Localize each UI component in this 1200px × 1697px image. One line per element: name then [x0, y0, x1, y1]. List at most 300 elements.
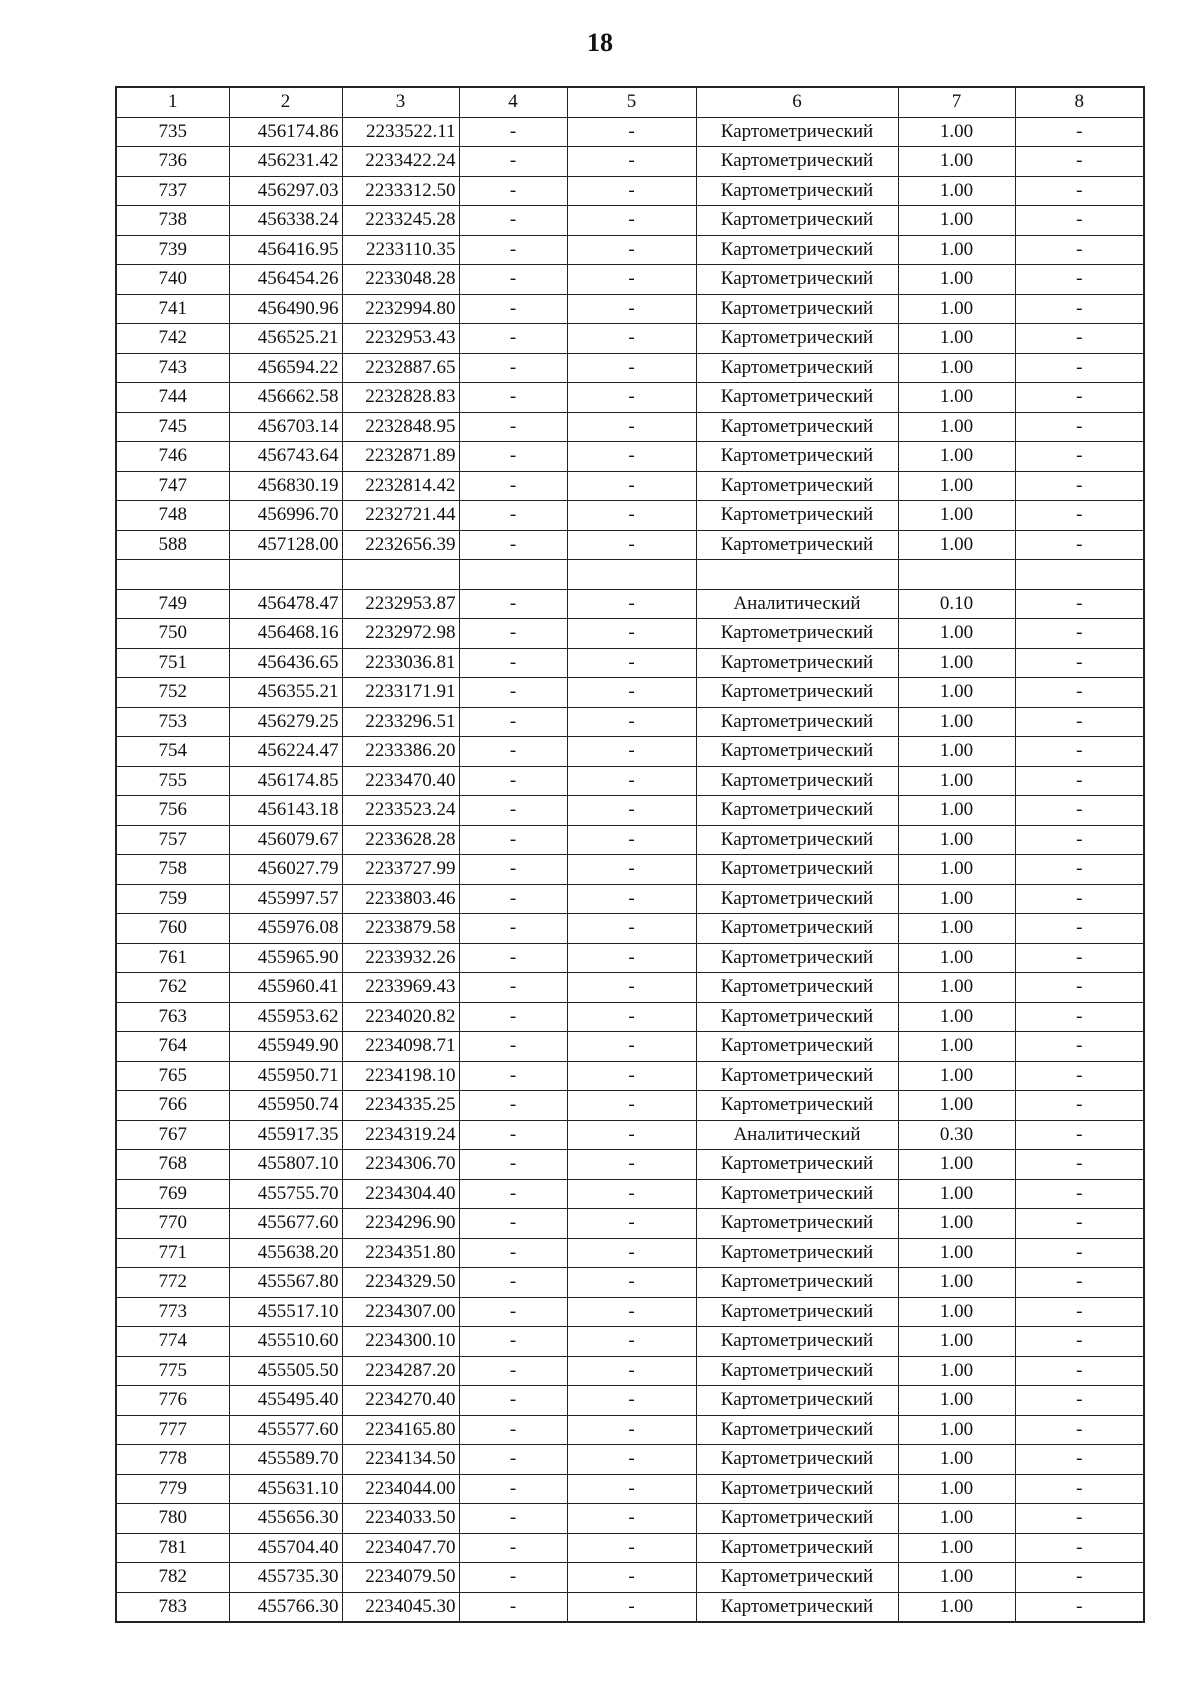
y-coordinate-cell: 2234033.50: [342, 1504, 459, 1534]
accuracy-cell: 1.00: [898, 973, 1015, 1003]
point-number-cell: 759: [116, 884, 229, 914]
table-row: [116, 884, 1144, 914]
column-5-cell: -: [567, 1592, 696, 1622]
point-number-cell: 770: [116, 1209, 229, 1239]
x-coordinate-cell: 455949.90: [229, 1032, 342, 1062]
accuracy-cell: 1.00: [898, 412, 1015, 442]
column-4-cell: -: [459, 176, 567, 206]
column-4-cell: -: [459, 1061, 567, 1091]
column-5-cell: -: [567, 1445, 696, 1475]
method-cell: Картометрический: [696, 1533, 898, 1563]
column-8-cell: -: [1015, 1563, 1144, 1593]
column-5-cell: -: [567, 1297, 696, 1327]
column-5-cell: -: [567, 176, 696, 206]
column-8-cell: -: [1015, 412, 1144, 442]
column-5-cell: -: [567, 855, 696, 885]
method-cell: Аналитический: [696, 1120, 898, 1150]
y-coordinate-cell: 2233422.24: [342, 147, 459, 177]
column-4-cell: -: [459, 1297, 567, 1327]
column-5-cell: -: [567, 589, 696, 619]
table-body: [116, 117, 1144, 1622]
x-coordinate-cell: 456297.03: [229, 176, 342, 206]
column-5-cell: -: [567, 1150, 696, 1180]
method-cell: Картометрический: [696, 1563, 898, 1593]
accuracy-cell: 1.00: [898, 1445, 1015, 1475]
column-header: 2: [229, 87, 342, 117]
column-8-cell: -: [1015, 265, 1144, 295]
column-8-cell: -: [1015, 442, 1144, 472]
column-4-cell: -: [459, 530, 567, 560]
column-header: 1: [116, 87, 229, 117]
x-coordinate-cell: 456174.86: [229, 117, 342, 147]
table-row: [116, 1504, 1144, 1534]
column-8-cell: -: [1015, 1091, 1144, 1121]
accuracy-cell: 1.00: [898, 943, 1015, 973]
accuracy-cell: 1.00: [898, 1002, 1015, 1032]
y-coordinate-cell: 2234306.70: [342, 1150, 459, 1180]
x-coordinate-cell: 455677.60: [229, 1209, 342, 1239]
column-8-cell: -: [1015, 884, 1144, 914]
column-8-cell: [1015, 560, 1144, 590]
x-coordinate-cell: 456490.96: [229, 294, 342, 324]
accuracy-cell: 1.00: [898, 1563, 1015, 1593]
column-8-cell: -: [1015, 648, 1144, 678]
accuracy-cell: 1.00: [898, 678, 1015, 708]
table-row: [116, 383, 1144, 413]
table-row: [116, 1032, 1144, 1062]
table-row: [116, 265, 1144, 295]
table-row: [116, 707, 1144, 737]
column-8-cell: -: [1015, 383, 1144, 413]
x-coordinate-cell: 456027.79: [229, 855, 342, 885]
x-coordinate-cell: 455505.50: [229, 1356, 342, 1386]
method-cell: Картометрический: [696, 530, 898, 560]
accuracy-cell: 1.00: [898, 1533, 1015, 1563]
y-coordinate-cell: 2233969.43: [342, 973, 459, 1003]
accuracy-cell: [898, 560, 1015, 590]
method-cell: Картометрический: [696, 648, 898, 678]
y-coordinate-cell: 2234351.80: [342, 1238, 459, 1268]
point-number-cell: 778: [116, 1445, 229, 1475]
y-coordinate-cell: 2232871.89: [342, 442, 459, 472]
point-number-cell: 758: [116, 855, 229, 885]
y-coordinate-cell: 2232887.65: [342, 353, 459, 383]
method-cell: Картометрический: [696, 796, 898, 826]
column-4-cell: -: [459, 914, 567, 944]
table-row: [116, 117, 1144, 147]
column-8-cell: -: [1015, 943, 1144, 973]
column-8-cell: -: [1015, 678, 1144, 708]
column-4-cell: -: [459, 265, 567, 295]
point-number-cell: 745: [116, 412, 229, 442]
accuracy-cell: 1.00: [898, 1297, 1015, 1327]
accuracy-cell: 1.00: [898, 383, 1015, 413]
y-coordinate-cell: 2234307.00: [342, 1297, 459, 1327]
table-row: [116, 1445, 1144, 1475]
point-number-cell: 737: [116, 176, 229, 206]
table-row: [116, 648, 1144, 678]
accuracy-cell: 1.00: [898, 1592, 1015, 1622]
column-4-cell: -: [459, 117, 567, 147]
y-coordinate-cell: 2234165.80: [342, 1415, 459, 1445]
column-5-cell: -: [567, 1238, 696, 1268]
column-8-cell: -: [1015, 353, 1144, 383]
column-5-cell: -: [567, 796, 696, 826]
x-coordinate-cell: 456279.25: [229, 707, 342, 737]
accuracy-cell: 1.00: [898, 530, 1015, 560]
method-cell: Картометрический: [696, 147, 898, 177]
column-4-cell: -: [459, 1179, 567, 1209]
method-cell: Картометрический: [696, 1297, 898, 1327]
point-number-cell: 741: [116, 294, 229, 324]
x-coordinate-cell: 456338.24: [229, 206, 342, 236]
column-4-cell: -: [459, 678, 567, 708]
column-8-cell: -: [1015, 1179, 1144, 1209]
method-cell: Картометрический: [696, 1504, 898, 1534]
accuracy-cell: 1.00: [898, 796, 1015, 826]
table-row: [116, 678, 1144, 708]
column-4-cell: -: [459, 1533, 567, 1563]
column-5-cell: -: [567, 1179, 696, 1209]
y-coordinate-cell: 2233470.40: [342, 766, 459, 796]
column-4-cell: -: [459, 471, 567, 501]
point-number-cell: 750: [116, 619, 229, 649]
column-8-cell: -: [1015, 117, 1144, 147]
method-cell: Картометрический: [696, 501, 898, 531]
accuracy-cell: 1.00: [898, 265, 1015, 295]
column-5-cell: -: [567, 1091, 696, 1121]
column-5-cell: -: [567, 147, 696, 177]
y-coordinate-cell: 2234079.50: [342, 1563, 459, 1593]
column-5-cell: -: [567, 1356, 696, 1386]
column-8-cell: -: [1015, 294, 1144, 324]
y-coordinate-cell: 2232721.44: [342, 501, 459, 531]
column-4-cell: -: [459, 501, 567, 531]
column-8-cell: -: [1015, 619, 1144, 649]
column-5-cell: -: [567, 117, 696, 147]
method-cell: Картометрический: [696, 471, 898, 501]
accuracy-cell: 0.30: [898, 1120, 1015, 1150]
y-coordinate-cell: 2232953.43: [342, 324, 459, 354]
x-coordinate-cell: 456416.95: [229, 235, 342, 265]
point-number-cell: 753: [116, 707, 229, 737]
column-4-cell: -: [459, 1386, 567, 1416]
column-4-cell: -: [459, 1415, 567, 1445]
x-coordinate-cell: 455997.57: [229, 884, 342, 914]
method-cell: Картометрический: [696, 1002, 898, 1032]
coordinates-table: [115, 86, 1145, 1623]
column-8-cell: -: [1015, 1120, 1144, 1150]
table-row: [116, 1268, 1144, 1298]
y-coordinate-cell: 2234020.82: [342, 1002, 459, 1032]
x-coordinate-cell: 456662.58: [229, 383, 342, 413]
method-cell: Картометрический: [696, 412, 898, 442]
method-cell: Картометрический: [696, 353, 898, 383]
column-5-cell: -: [567, 412, 696, 442]
column-5-cell: -: [567, 1120, 696, 1150]
y-coordinate-cell: 2234098.71: [342, 1032, 459, 1062]
y-coordinate-cell: 2232656.39: [342, 530, 459, 560]
point-number-cell: 767: [116, 1120, 229, 1150]
method-cell: Картометрический: [696, 235, 898, 265]
column-4-cell: -: [459, 1209, 567, 1239]
column-5-cell: -: [567, 678, 696, 708]
column-4-cell: -: [459, 206, 567, 236]
method-cell: Картометрический: [696, 206, 898, 236]
point-number-cell: 765: [116, 1061, 229, 1091]
column-5-cell: -: [567, 353, 696, 383]
method-cell: Картометрический: [696, 1356, 898, 1386]
y-coordinate-cell: 2233245.28: [342, 206, 459, 236]
x-coordinate-cell: 456079.67: [229, 825, 342, 855]
x-coordinate-cell: 456143.18: [229, 796, 342, 826]
accuracy-cell: 1.00: [898, 855, 1015, 885]
column-8-cell: -: [1015, 1356, 1144, 1386]
point-number-cell: 752: [116, 678, 229, 708]
method-cell: Картометрический: [696, 265, 898, 295]
x-coordinate-cell: 455577.60: [229, 1415, 342, 1445]
column-5-cell: -: [567, 1415, 696, 1445]
column-8-cell: -: [1015, 589, 1144, 619]
accuracy-cell: 0.10: [898, 589, 1015, 619]
column-5-cell: -: [567, 707, 696, 737]
y-coordinate-cell: 2234134.50: [342, 1445, 459, 1475]
method-cell: Картометрический: [696, 1445, 898, 1475]
x-coordinate-cell: 455917.35: [229, 1120, 342, 1150]
point-number-cell: 588: [116, 530, 229, 560]
x-coordinate-cell: 455807.10: [229, 1150, 342, 1180]
column-5-cell: -: [567, 1386, 696, 1416]
column-8-cell: -: [1015, 855, 1144, 885]
method-cell: Картометрический: [696, 766, 898, 796]
point-number-cell: 760: [116, 914, 229, 944]
column-5-cell: -: [567, 973, 696, 1003]
x-coordinate-cell: 456174.85: [229, 766, 342, 796]
point-number-cell: 743: [116, 353, 229, 383]
y-coordinate-cell: 2233312.50: [342, 176, 459, 206]
x-coordinate-cell: 455735.30: [229, 1563, 342, 1593]
y-coordinate-cell: 2233879.58: [342, 914, 459, 944]
y-coordinate-cell: 2233048.28: [342, 265, 459, 295]
column-5-cell: -: [567, 1504, 696, 1534]
column-5-cell: -: [567, 383, 696, 413]
method-cell: Картометрический: [696, 1238, 898, 1268]
point-number-cell: 776: [116, 1386, 229, 1416]
column-4-cell: -: [459, 1356, 567, 1386]
y-coordinate-cell: 2234044.00: [342, 1474, 459, 1504]
table-row: [116, 766, 1144, 796]
column-4-cell: -: [459, 1445, 567, 1475]
method-cell: Картометрический: [696, 176, 898, 206]
point-number-cell: 735: [116, 117, 229, 147]
accuracy-cell: 1.00: [898, 1091, 1015, 1121]
column-4-cell: -: [459, 324, 567, 354]
method-cell: Картометрический: [696, 825, 898, 855]
y-coordinate-cell: 2232953.87: [342, 589, 459, 619]
accuracy-cell: 1.00: [898, 737, 1015, 767]
column-4-cell: -: [459, 619, 567, 649]
x-coordinate-cell: 456355.21: [229, 678, 342, 708]
column-4-cell: -: [459, 1032, 567, 1062]
table-row: [116, 1238, 1144, 1268]
column-8-cell: -: [1015, 1150, 1144, 1180]
table-row: [116, 501, 1144, 531]
column-5-cell: -: [567, 1474, 696, 1504]
point-number-cell: 742: [116, 324, 229, 354]
column-4-cell: -: [459, 855, 567, 885]
method-cell: Картометрический: [696, 855, 898, 885]
column-5-cell: -: [567, 265, 696, 295]
x-coordinate-cell: 457128.00: [229, 530, 342, 560]
point-number-cell: 781: [116, 1533, 229, 1563]
column-4-cell: -: [459, 589, 567, 619]
page-number: 18: [587, 28, 613, 57]
point-number-cell: 755: [116, 766, 229, 796]
accuracy-cell: 1.00: [898, 1268, 1015, 1298]
point-number-cell: 762: [116, 973, 229, 1003]
column-4-cell: -: [459, 943, 567, 973]
y-coordinate-cell: 2234270.40: [342, 1386, 459, 1416]
table-row: [116, 1563, 1144, 1593]
accuracy-cell: 1.00: [898, 1061, 1015, 1091]
x-coordinate-cell: 456468.16: [229, 619, 342, 649]
column-5-cell: -: [567, 530, 696, 560]
x-coordinate-cell: 455510.60: [229, 1327, 342, 1357]
table-row: [116, 442, 1144, 472]
point-number-cell: 771: [116, 1238, 229, 1268]
table-row: [116, 1297, 1144, 1327]
accuracy-cell: 1.00: [898, 235, 1015, 265]
column-4-cell: -: [459, 235, 567, 265]
table-row: [116, 1120, 1144, 1150]
x-coordinate-cell: 456996.70: [229, 501, 342, 531]
point-number-cell: 766: [116, 1091, 229, 1121]
column-8-cell: -: [1015, 825, 1144, 855]
accuracy-cell: 1.00: [898, 1415, 1015, 1445]
table-row: [116, 353, 1144, 383]
method-cell: Аналитический: [696, 589, 898, 619]
column-4-cell: -: [459, 796, 567, 826]
column-8-cell: -: [1015, 1504, 1144, 1534]
column-4-cell: -: [459, 825, 567, 855]
column-header: 6: [696, 87, 898, 117]
column-4-cell: -: [459, 412, 567, 442]
column-5-cell: -: [567, 324, 696, 354]
table-row: [116, 619, 1144, 649]
y-coordinate-cell: 2233110.35: [342, 235, 459, 265]
accuracy-cell: 1.00: [898, 914, 1015, 944]
accuracy-cell: 1.00: [898, 1032, 1015, 1062]
point-number-cell: 783: [116, 1592, 229, 1622]
column-8-cell: -: [1015, 1032, 1144, 1062]
column-header: 7: [898, 87, 1015, 117]
table-row: [116, 1209, 1144, 1239]
accuracy-cell: 1.00: [898, 648, 1015, 678]
accuracy-cell: 1.00: [898, 353, 1015, 383]
column-4-cell: -: [459, 1327, 567, 1357]
column-8-cell: -: [1015, 1533, 1144, 1563]
y-coordinate-cell: 2233296.51: [342, 707, 459, 737]
table-row: [116, 1150, 1144, 1180]
column-4-cell: -: [459, 1150, 567, 1180]
column-8-cell: -: [1015, 973, 1144, 1003]
accuracy-cell: 1.00: [898, 1386, 1015, 1416]
method-cell: Картометрический: [696, 973, 898, 1003]
method-cell: Картометрический: [696, 1209, 898, 1239]
point-number-cell: 756: [116, 796, 229, 826]
column-8-cell: -: [1015, 1061, 1144, 1091]
column-4-cell: -: [459, 737, 567, 767]
column-8-cell: -: [1015, 1297, 1144, 1327]
column-5-cell: -: [567, 442, 696, 472]
x-coordinate-cell: 455755.70: [229, 1179, 342, 1209]
table-row: [116, 825, 1144, 855]
column-4-cell: -: [459, 1002, 567, 1032]
accuracy-cell: 1.00: [898, 206, 1015, 236]
method-cell: Картометрический: [696, 1327, 898, 1357]
y-coordinate-cell: 2232972.98: [342, 619, 459, 649]
point-number-cell: 749: [116, 589, 229, 619]
accuracy-cell: 1.00: [898, 176, 1015, 206]
column-8-cell: -: [1015, 1386, 1144, 1416]
y-coordinate-cell: 2232828.83: [342, 383, 459, 413]
method-cell: Картометрический: [696, 324, 898, 354]
y-coordinate-cell: 2233036.81: [342, 648, 459, 678]
table-row: [116, 1091, 1144, 1121]
table-row: [116, 1061, 1144, 1091]
x-coordinate-cell: 455766.30: [229, 1592, 342, 1622]
column-8-cell: -: [1015, 1445, 1144, 1475]
table-row: [116, 1592, 1144, 1622]
table-row: [116, 530, 1144, 560]
point-number-cell: 736: [116, 147, 229, 177]
column-header: 5: [567, 87, 696, 117]
method-cell: Картометрический: [696, 294, 898, 324]
column-5-cell: -: [567, 1002, 696, 1032]
x-coordinate-cell: 455704.40: [229, 1533, 342, 1563]
column-5-cell: -: [567, 1268, 696, 1298]
accuracy-cell: 1.00: [898, 117, 1015, 147]
table-row: [116, 973, 1144, 1003]
accuracy-cell: 1.00: [898, 1356, 1015, 1386]
column-8-cell: -: [1015, 530, 1144, 560]
y-coordinate-cell: 2234319.24: [342, 1120, 459, 1150]
table-row: [116, 1386, 1144, 1416]
method-cell: Картометрический: [696, 737, 898, 767]
table-header-row: [116, 87, 1144, 117]
point-number-cell: 747: [116, 471, 229, 501]
point-number-cell: 754: [116, 737, 229, 767]
table-row: [116, 589, 1144, 619]
column-8-cell: -: [1015, 1209, 1144, 1239]
point-number-cell: 777: [116, 1415, 229, 1445]
column-4-cell: -: [459, 973, 567, 1003]
column-5-cell: -: [567, 914, 696, 944]
method-cell: Картометрический: [696, 1386, 898, 1416]
column-8-cell: -: [1015, 737, 1144, 767]
table-row: [116, 1415, 1144, 1445]
table-row: [116, 176, 1144, 206]
x-coordinate-cell: 455950.71: [229, 1061, 342, 1091]
column-5-cell: -: [567, 943, 696, 973]
y-coordinate-cell: 2234287.20: [342, 1356, 459, 1386]
column-4-cell: -: [459, 884, 567, 914]
table-row: [116, 1533, 1144, 1563]
y-coordinate-cell: 2233386.20: [342, 737, 459, 767]
column-5-cell: -: [567, 619, 696, 649]
x-coordinate-cell: 455656.30: [229, 1504, 342, 1534]
accuracy-cell: 1.00: [898, 324, 1015, 354]
